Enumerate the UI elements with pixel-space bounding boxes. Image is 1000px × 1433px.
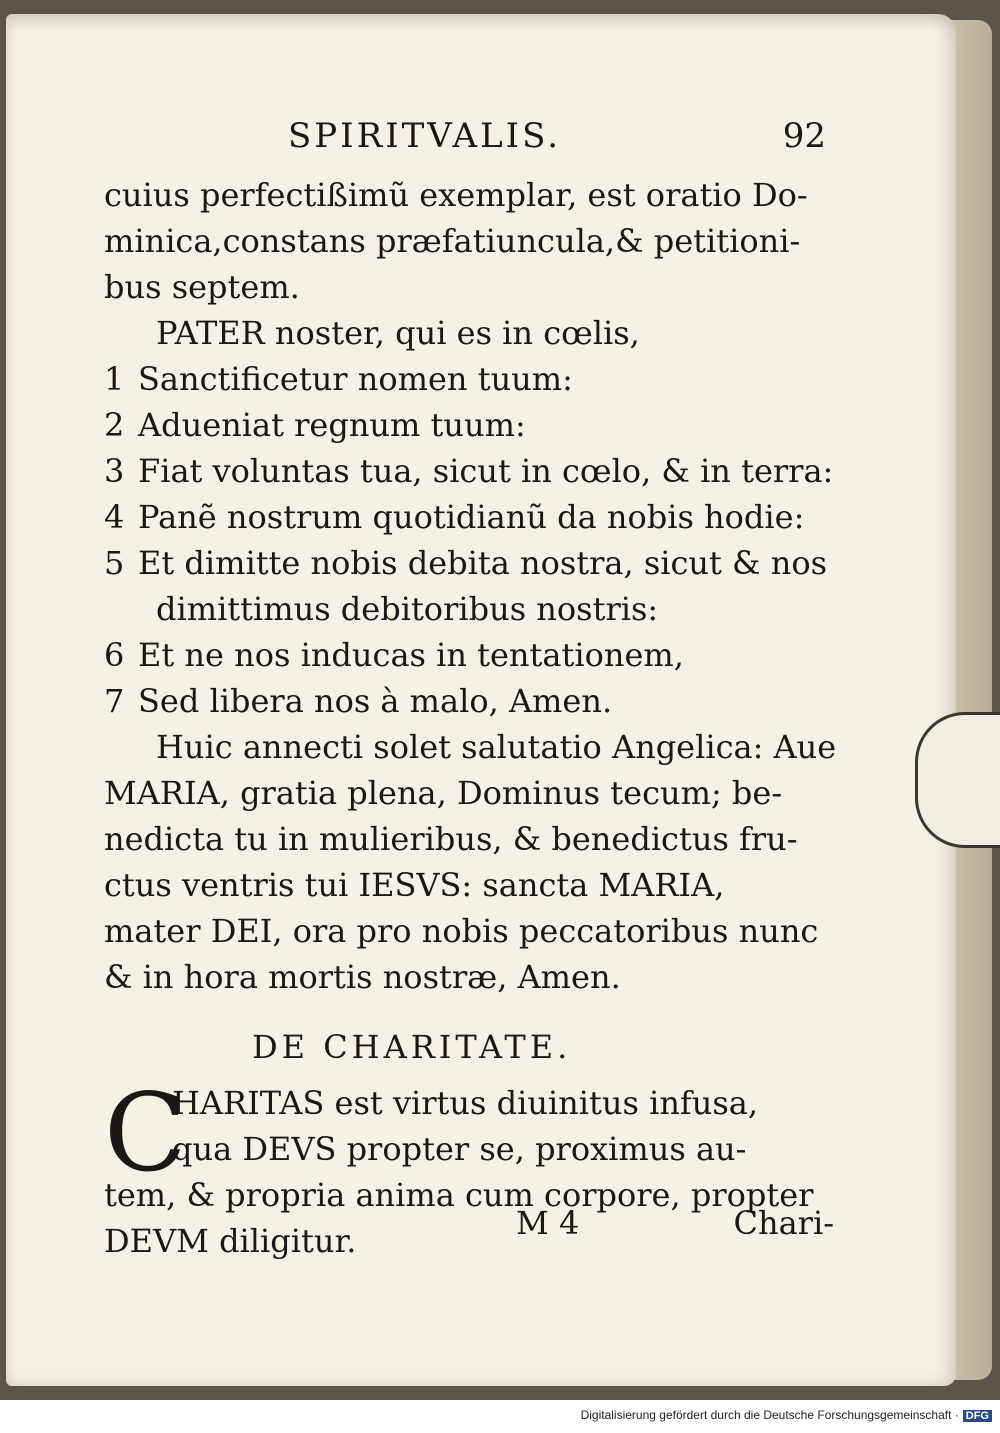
drop-cap: C: [104, 1071, 187, 1196]
text-line: qua DEVS propter se, proximus au-: [172, 1130, 747, 1168]
book-page: [6, 14, 956, 1386]
petition-line: [104, 540, 834, 586]
petition-text: Panẽ nostrum quotidianũ da nobis hodie:: [138, 498, 805, 536]
petition-number: 3: [104, 452, 125, 490]
ave-line: nedicta tu in mulieribus, & benedictus fru-: [104, 820, 798, 858]
page-number: 92: [782, 116, 826, 156]
dfg-logo: DFG: [963, 1410, 992, 1422]
signature-mark: M 4: [516, 1204, 580, 1242]
petition-line: [104, 494, 834, 540]
petition-line: [104, 356, 834, 402]
petition-text: Fiat voluntas tua, sicut in cœlo, & in terra:: [138, 452, 834, 490]
petition-continuation: dimittimus debitoribus nostris:: [156, 590, 659, 628]
prayer-opening: PATER noster, qui es in cœlis,: [156, 314, 640, 352]
text-line: bus septem.: [104, 268, 300, 306]
page-tab-marker: [915, 712, 1000, 848]
running-head: SPIRITVALIS.: [288, 116, 562, 156]
text-line: minica,constans præfatiuncula,& petitioni-: [104, 222, 801, 260]
ave-line: & in hora mortis nostræ, Amen.: [104, 958, 621, 996]
ave-line: MARIA, gratia plena, Dominus tecum; be-: [104, 774, 783, 812]
petition-line: [104, 448, 834, 494]
ave-line: mater DEI, ora pro nobis peccatoribus nunc: [104, 912, 819, 950]
petition-line: [104, 678, 834, 724]
petition-text: Et ne nos inducas in tentationem,: [138, 636, 684, 674]
text-line: cuius perfectißimũ exemplar, est oratio Do-: [104, 176, 808, 214]
text-line: tem, & propria anima cum corpore, propter: [104, 1176, 814, 1214]
text-line: HARITAS est virtus diuinitus infusa,: [172, 1084, 759, 1122]
petition-text: Adueniat regnum tuum:: [138, 406, 526, 444]
petition-line: [104, 632, 834, 678]
petition-number: 1: [104, 360, 125, 398]
petition-line: [104, 402, 834, 448]
petition-number: 7: [104, 682, 125, 720]
section-heading: DE CHARITATE.: [252, 1028, 572, 1066]
petition-number: 6: [104, 636, 125, 674]
text-line: DEVM diligitur.: [104, 1222, 357, 1260]
footer-text: Digitalisierung gefördert durch die Deutsche Forschungsgemeinschaft ·: [580, 1408, 959, 1422]
petition-number: 5: [104, 544, 125, 582]
page-text: [104, 172, 837, 1266]
ave-line: ctus ventris tui IESVS: sancta MARIA,: [104, 866, 725, 904]
catchword: Chari-: [733, 1204, 834, 1242]
footer-credit: [0, 1408, 992, 1430]
catch-line: [516, 1204, 834, 1254]
petition-number: 4: [104, 498, 125, 536]
ave-line: Huic annecti solet salutatio Angelica: Aue: [156, 728, 837, 766]
petition-text: Sanctificetur nomen tuum:: [138, 360, 573, 398]
petition-text: Et dimitte nobis debita nostra, sicut & nos: [138, 544, 827, 582]
petition-text: Sed libera nos à malo, Amen.: [138, 682, 613, 720]
petition-number: 2: [104, 406, 125, 444]
page-header: [276, 116, 826, 166]
